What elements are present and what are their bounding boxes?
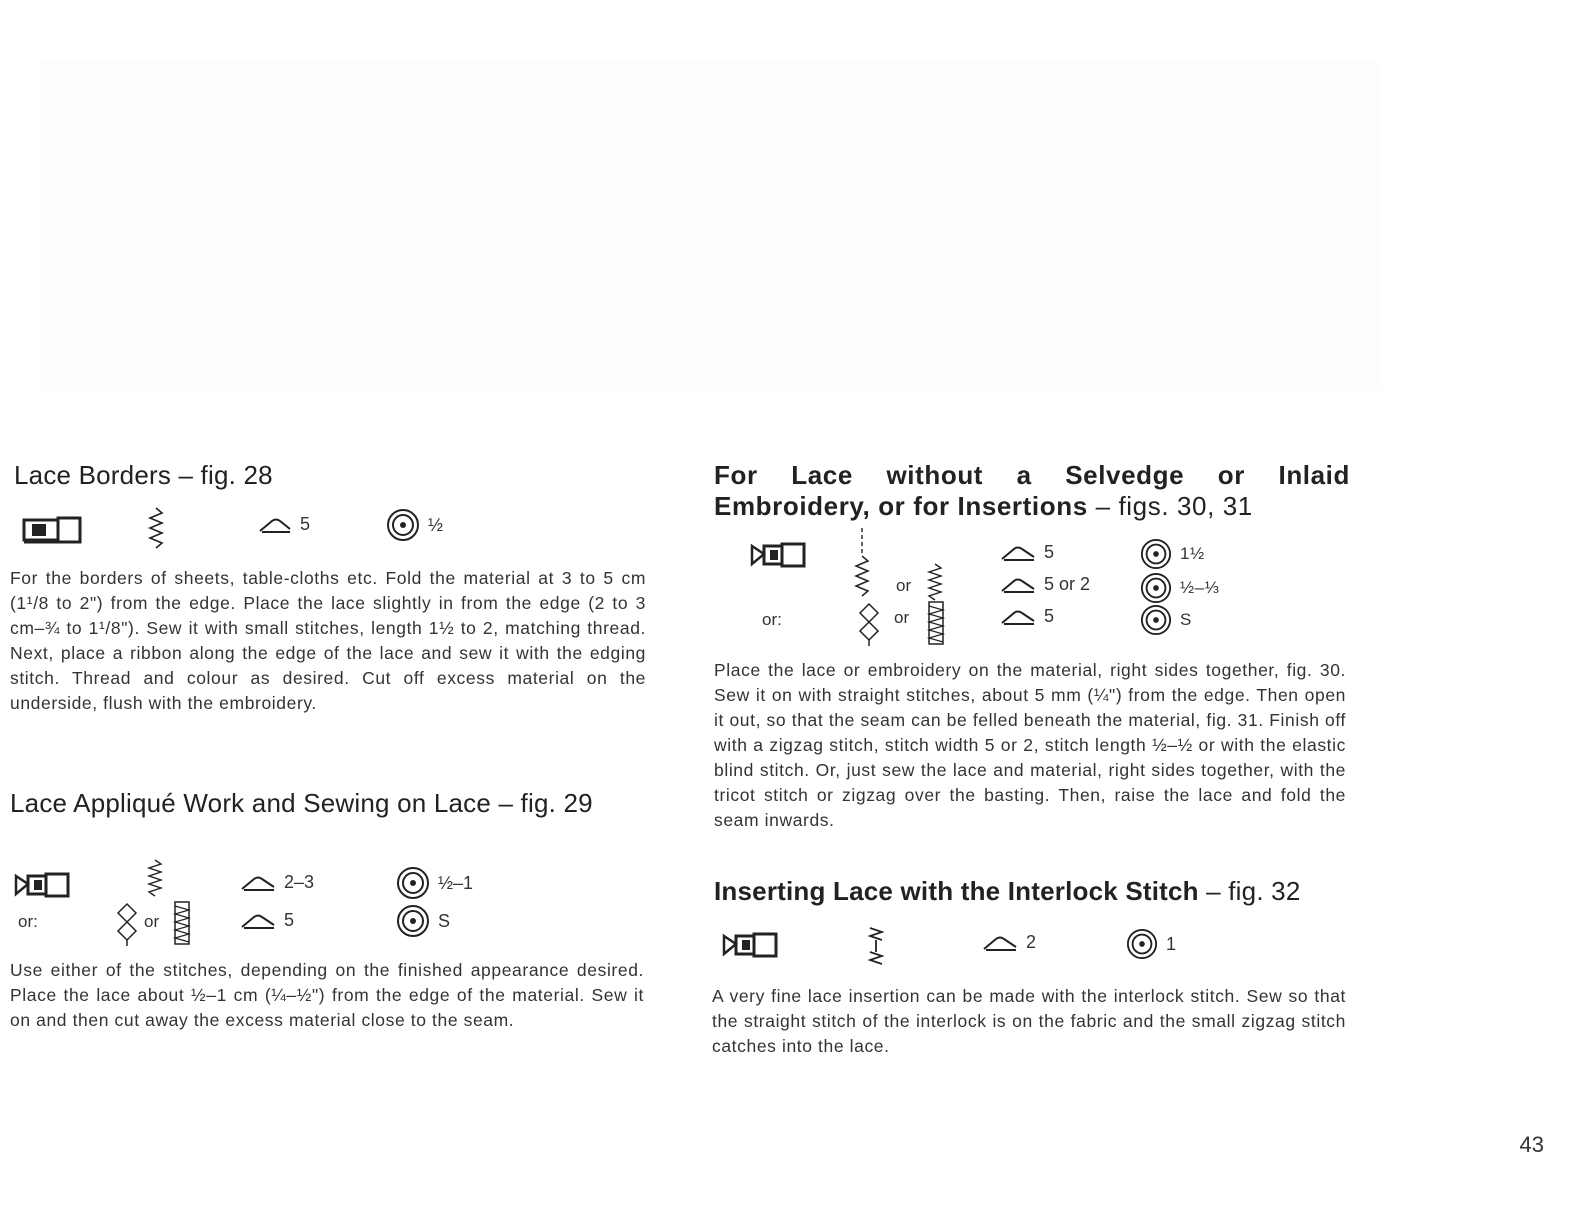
interlock-heading: Inserting Lace with the Interlock Stitch – fig. 32 bbox=[714, 876, 1301, 906]
tricot-stitch-icon bbox=[926, 600, 946, 646]
lace-without-selvedge-heading: For Lace without a Selvedge or Inlaid Embroidery, or for Insertions – figs. 30, 31 bbox=[714, 460, 1350, 521]
tricot-stitch-icon bbox=[172, 900, 192, 946]
stitch-length-value: 1 bbox=[1166, 933, 1177, 954]
faded-background bbox=[40, 60, 1380, 390]
or-word: or bbox=[896, 576, 912, 595]
or-label: or: bbox=[18, 912, 38, 931]
stitch-length-dial-icon bbox=[396, 904, 450, 938]
stitch-length-dial-icon bbox=[1140, 572, 1219, 604]
honeycomb-stitch-icon bbox=[858, 602, 880, 646]
stitch-length-dial-icon bbox=[1140, 538, 1205, 570]
stitch-width-value: 5 bbox=[284, 910, 295, 930]
stitch-width-value: 2 bbox=[1026, 932, 1037, 952]
or-label: or: bbox=[762, 610, 782, 629]
lace-borders-heading: Lace Borders – fig. 28 bbox=[14, 460, 273, 490]
presser-foot-icon bbox=[22, 512, 84, 546]
presser-foot-icon bbox=[722, 930, 780, 960]
or-word: or bbox=[894, 608, 910, 627]
stitch-length-value: ½–1 bbox=[438, 872, 474, 893]
stitch-width-value: 5 bbox=[1044, 606, 1055, 626]
interlock-text: A very fine lace insertion can be made with the interlock stitch. Sew so that the straight stitch of the interlock is on the fabric and the small zigzag stitch catches into the lace. bbox=[712, 986, 1346, 1056]
stitch-length-dial-icon bbox=[396, 866, 473, 900]
stitch-length-value: ½ bbox=[428, 514, 444, 535]
lace-borders-text: For the borders of sheets, table-cloths etc. Fold the material at 3 to 5 cm (1¹/8 to 2") from the edge. Place the lace slightly in from the edge (2 to 3 cm–¾ to 1¹/8"). Sew it with small stitches, length 1½ to 2, matching thread. Next, place a ribbon along the edge of the lace and sew it with the edging stitch. Thread and colour as desired. Cut off excess material on the underside, flush with the embroidery. bbox=[10, 568, 646, 713]
stitch-width-icon bbox=[1000, 542, 1054, 563]
stitch-length-value: ½–⅓ bbox=[1180, 578, 1220, 597]
stitch-width-icon bbox=[1000, 574, 1090, 595]
stitch-width-icon bbox=[240, 910, 294, 931]
stitch-width-value: 2–3 bbox=[284, 872, 315, 892]
stitch-width-value: 5 bbox=[300, 514, 311, 534]
honeycomb-stitch-icon bbox=[116, 902, 138, 946]
stitch-width-icon bbox=[240, 872, 314, 893]
stitch-length-value: S bbox=[438, 910, 451, 931]
blind-stitch-icon bbox=[146, 858, 164, 898]
stitch-length-dial-icon bbox=[386, 508, 443, 542]
zigzag-stitch-icon bbox=[146, 506, 166, 550]
stitch-width-icon bbox=[1000, 606, 1054, 627]
page-number: 43 bbox=[1519, 1132, 1544, 1157]
lace-applique-heading: Lace Appliqué Work and Sewing on Lace – fig. 29 bbox=[10, 788, 593, 818]
stitch-length-value: 1½ bbox=[1180, 544, 1205, 563]
or-word: or bbox=[144, 912, 160, 931]
stitch-width-value: 5 bbox=[1044, 542, 1055, 562]
interlock-stitch-icon bbox=[868, 924, 884, 968]
lace-applique-text: Use either of the stitches, depending on the finished appearance desired. Place the lace about ½–1 cm (¼–½") from the edge of the material. Sew it on and then cut away the excess material close to the seam. bbox=[10, 960, 644, 1030]
presser-foot-icon bbox=[14, 870, 72, 900]
lace-without-selvedge-text: Place the lace or embroidery on the material, right sides together, fig. 30. Sew it on with straight stitches, about 5 mm (¼") from the edge. Then open it out, so that the seam can be felled beneath the material, fig. 31. Finish off with a zigzag stitch, stitch width 5 or 2, stitch length ½–½ or with the elastic blind stitch. Or, just sew the lace and material, right sides together, with the tricot stitch or zigzag over the basting. Then, raise the lace and fold the seam inwards. bbox=[714, 660, 1346, 830]
stitch-width-icon bbox=[982, 932, 1036, 953]
stitch-width-icon bbox=[258, 514, 310, 535]
blind-stitch-icon bbox=[926, 562, 944, 602]
presser-foot-icon bbox=[750, 540, 808, 570]
stitch-length-dial-icon bbox=[1140, 604, 1192, 636]
stitch-length-value: S bbox=[1180, 610, 1192, 629]
zigzag-stitch-icon bbox=[852, 528, 872, 600]
stitch-width-value: 5 or 2 bbox=[1044, 574, 1091, 594]
stitch-length-dial-icon bbox=[1126, 928, 1176, 960]
